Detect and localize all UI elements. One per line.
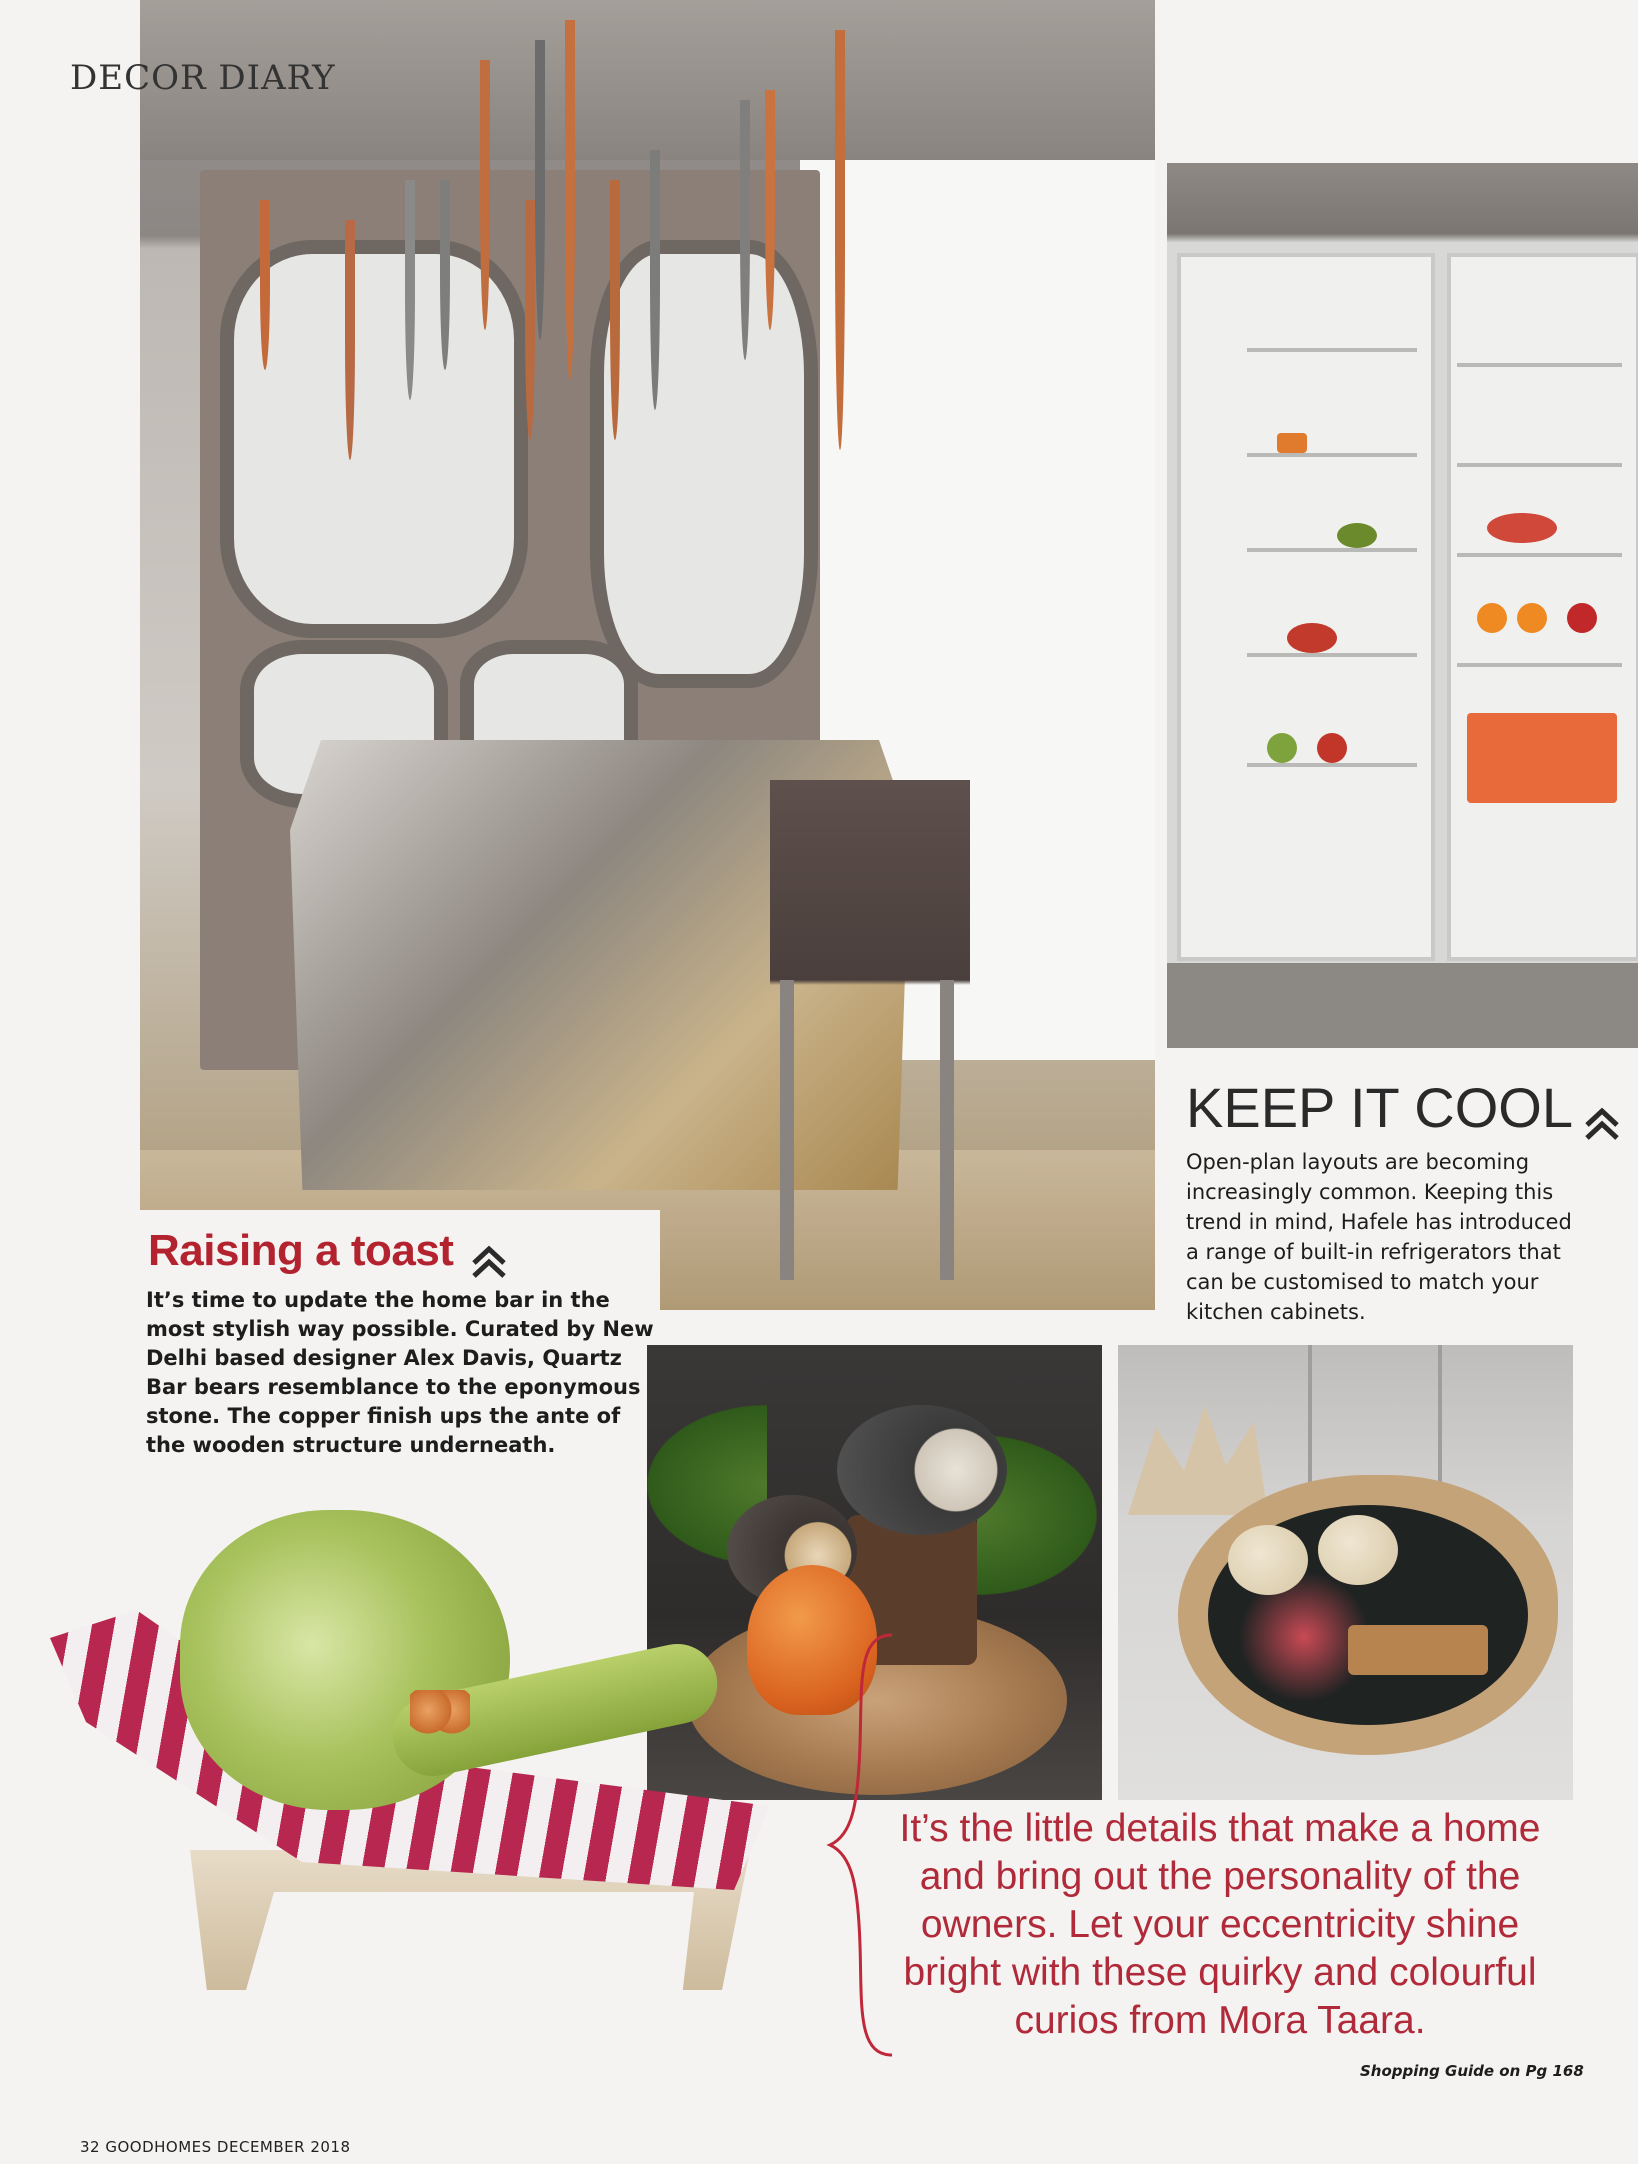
hedgehog-figurine <box>837 1405 1007 1535</box>
fridge-compartment <box>1177 253 1435 961</box>
pendant-light <box>480 60 490 330</box>
body-line: most stylish way possible. Curated by New <box>146 1317 654 1341</box>
pendant-light <box>650 150 660 410</box>
body-line: It’s time to update the home bar in the <box>146 1288 610 1312</box>
macaron <box>1228 1525 1308 1595</box>
food-item <box>1337 523 1377 548</box>
body-line: Open-plan layouts are becoming <box>1186 1149 1530 1174</box>
pendant-light <box>260 200 270 370</box>
food-item <box>1567 603 1597 633</box>
tray-leaves <box>1128 1405 1268 1515</box>
body-line: Bar bears resemblance to the eponymous <box>146 1375 641 1399</box>
food-item <box>1267 733 1297 763</box>
quartz-bar-photo <box>140 0 1155 1310</box>
food-item <box>1287 623 1337 653</box>
fridge-shelf <box>1247 453 1417 457</box>
quote-line: It’s the little details that make a home <box>899 1807 1541 1850</box>
pendant-light <box>565 20 575 380</box>
food-item <box>1517 603 1547 633</box>
octagon-mirror <box>590 240 818 688</box>
fridge-shelf <box>1247 348 1417 352</box>
pendant-light <box>610 180 620 440</box>
pendant-light <box>765 90 775 330</box>
body-line: Delhi based designer Alex Davis, Quartz <box>146 1346 622 1370</box>
quote-line: curios from Mora Taara. <box>1014 1999 1426 2042</box>
keep-it-cool-body <box>1186 1147 1626 1327</box>
body-line: stone. The copper finish ups the ante of <box>146 1404 621 1428</box>
body-line: the wooden structure underneath. <box>146 1433 556 1457</box>
food-item <box>1317 733 1347 763</box>
pendant-light <box>440 180 450 370</box>
quote-line: owners. Let your eccentricity shine <box>920 1903 1520 1946</box>
pendant-light <box>835 30 845 450</box>
quote-line: bright with these quirky and colourful <box>903 1951 1537 1994</box>
quote-line: and bring out the personality of the <box>919 1855 1521 1898</box>
frog-on-lounger-photo <box>30 1470 790 2030</box>
stool-leg <box>940 980 954 1280</box>
fridge-shelf <box>1457 553 1622 557</box>
body-line: a range of built-in refrigerators that <box>1186 1239 1561 1264</box>
double-chevron-up-icon <box>469 1243 509 1279</box>
fridge-shelf <box>1247 548 1417 552</box>
food-item <box>1477 603 1507 633</box>
pineapple-tray-photo <box>1118 1345 1573 1800</box>
raising-a-toast-title-row <box>148 1226 509 1279</box>
curios-quote <box>880 1805 1560 2045</box>
fridge-shelf <box>1457 663 1622 667</box>
pendant-light <box>525 200 535 440</box>
pendant-light <box>740 100 750 360</box>
raising-a-toast-body <box>146 1286 666 1460</box>
section-label: DECOR DIARY <box>70 58 336 98</box>
stool-leg <box>780 980 794 1280</box>
food-item <box>1487 513 1557 543</box>
food-drawer <box>1467 713 1617 803</box>
keep-it-cool-title-row <box>1186 1075 1626 1141</box>
biscuits <box>1348 1625 1488 1675</box>
pendant-light <box>345 220 355 460</box>
pendant-light <box>535 40 545 340</box>
macaron <box>1318 1515 1398 1585</box>
butterfly-motif <box>410 1690 470 1740</box>
body-line: can be customised to match your <box>1186 1269 1539 1294</box>
keep-it-cool-block <box>1186 1075 1626 1327</box>
fridge-shelf <box>1247 653 1417 657</box>
body-line: trend in mind, Hafele has introduced <box>1186 1209 1572 1234</box>
refrigerator-photo <box>1167 163 1638 1048</box>
fridge-shelf <box>1457 463 1622 467</box>
keep-it-cool-title: KEEP IT COOL <box>1186 1076 1573 1139</box>
food-item <box>1277 433 1307 453</box>
body-line: kitchen cabinets. <box>1186 1299 1366 1324</box>
fridge-shelf <box>1247 763 1417 767</box>
double-chevron-up-icon <box>1582 1105 1622 1141</box>
raising-a-toast-block <box>140 1210 660 1460</box>
shopping-guide-note: Shopping Guide on Pg 168 <box>1360 2062 1584 2080</box>
pendant-light <box>405 180 415 400</box>
page-footer: 32 GOODHOMES DECEMBER 2018 <box>80 2138 351 2156</box>
raising-a-toast-title: Raising a toast <box>148 1226 454 1275</box>
body-line: increasingly common. Keeping this <box>1186 1179 1554 1204</box>
fridge-base <box>1167 963 1638 1048</box>
fridge-shelf <box>1457 363 1622 367</box>
